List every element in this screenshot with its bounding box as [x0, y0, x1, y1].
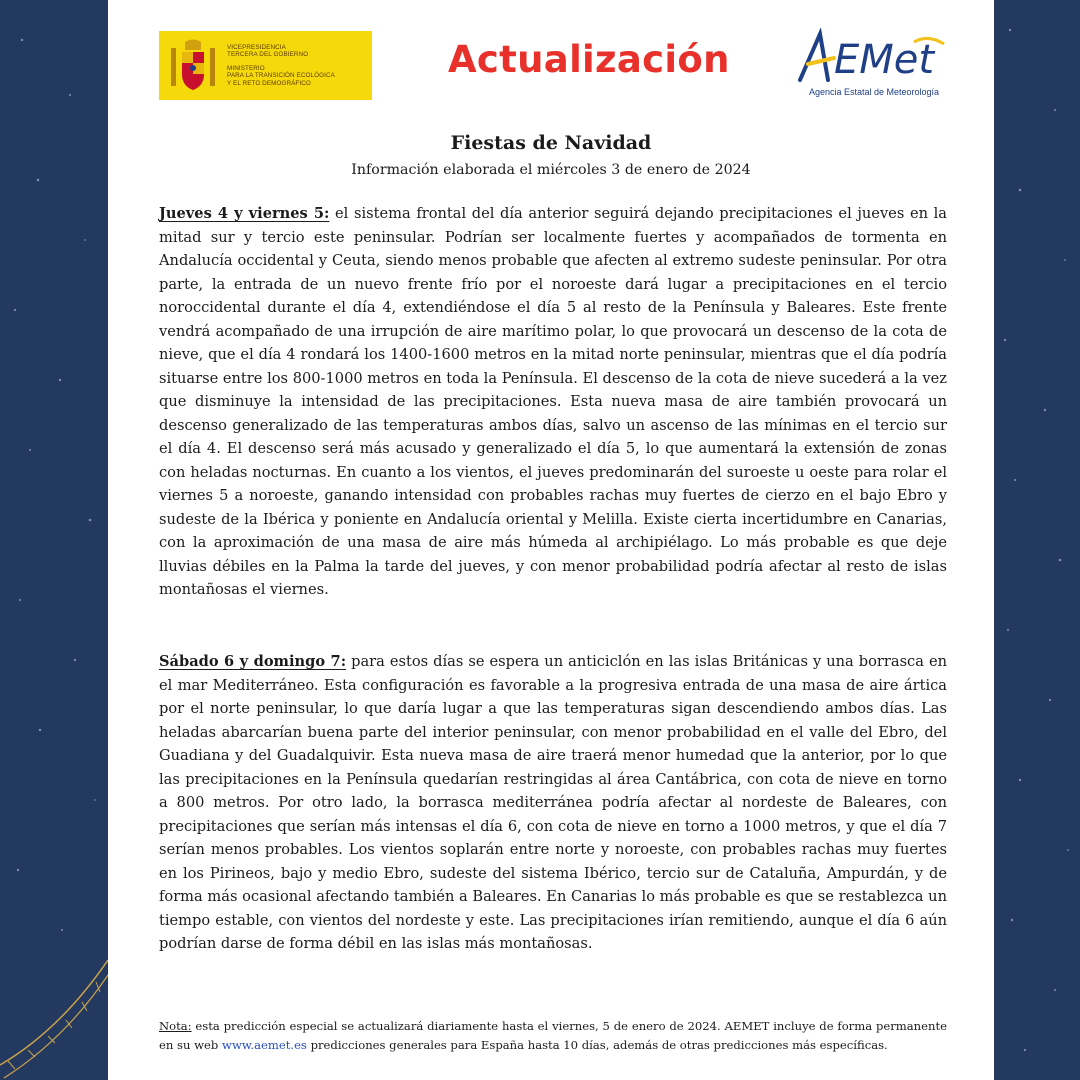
aemet-subtitle: Agencia Estatal de Meteorología: [808, 87, 940, 97]
document-subtitle: Información elaborada el miércoles 3 de enero de 2024: [351, 162, 751, 178]
section-paragraph: [159, 202, 947, 602]
gov-line: MINISTERIO: [227, 64, 265, 72]
section-text: para estos días se espera un anticiclón en las islas Británicas y una borrasca en el mar Mediterráneo. Esta configuración es favorable a la progresiva entrada de una masa de aire ártica por el norte peninsular, lo que daría lugar a que las temperaturas sigan descendiendo ambos días. Las heladas abarcarían buena parte del interior peninsular, con menor probabilidad en el valle del Ebro, del Guadiana y del Guadalquivir. Esta nueva masa de aire traerá menor humedad que la anterior, por lo que las precipitaciones en la Península quedarían restringidas al área Cantábrica, con cota de nieve en torno a 800 metros. Por otro lado, la borrasca mediterránea podría afectar al nordeste de Baleares, con precipitaciones que serían más intensas el día 6, con cota de nieve en torno a 1000 metros, y que el día 7 serían menos probables. Los vientos soplarán entre norte y noroeste, con probables rachas muy fuertes en los Pirineos, bajo y medio Ebro, sudeste del sistema Ibérico, tercio sur de Cataluña, Ampurdán, y de forma más ocasional afectando también a Baleares. En Canarias lo más probable es que se restablezca un tiempo estable, con vientos del nordeste y este. Las precipitaciones irían remitiendo, aunque el día 6 aún podrían darse de forma débil en las islas más montañosas.: [159, 653, 947, 952]
footnote: [159, 1017, 947, 1055]
gov-line: Y EL RETO DEMOGRÁFICO: [227, 79, 311, 87]
document-page: [108, 0, 994, 1080]
section-paragraph: [159, 650, 947, 956]
government-logo: [159, 31, 372, 100]
section-heading: Jueves 4 y viernes 5:: [159, 205, 330, 222]
aemet-website-link[interactable]: www.aemet.es: [222, 1038, 307, 1052]
update-label: Actualización: [448, 38, 730, 81]
section-text: el sistema frontal del día anterior seguirá dejando precipitaciones el jueves en la mitad sur y tercio este peninsular. Podrían ser localmente fuertes y acompañados de tormenta en Andalucía occidental y Ceuta, siendo menos probable que afecten al extremo sudeste peninsular. Por otra parte, la entrada de un nuevo frente frío por el noroeste dará lugar a precipitaciones en el tercio noroccidental durante el día 4, extendiéndose el día 5 al resto de la Península y Baleares. Este frente vendrá acompañado de una irrupción de aire marítimo polar, lo que provocará un descenso de la cota de nieve, que el día 4 rondará los 1400-1600 metros en la mitad norte peninsular, mientras que el día podría situarse entre los 800-1000 metros en toda la Península. El descenso de la cota de nieve sucederá a la vez que disminuye la intensidad de las precipitaciones. Esta nueva masa de aire también provocará un descenso generalizado de las temperaturas ambos días, salvo un ascenso de las mínimas en el tercio sur el día 4. El descenso será más acusado y generalizado el día 5, lo que aumentará la extensión de zonas con heladas nocturnas. En cuanto a los vientos, el jueves predominarán del suroeste u oeste para rolar el viernes 5 a noroeste, ganando intensidad con probables rachas muy fuertes de cierzo en el bajo Ebro y sudeste de la Ibérica y poniente en Andalucía oriental y Melilla. Existe cierta incertidumbre en Canarias, con la aproximación de una masa de aire más húmeda al archipiélago. Lo más probable es que deje lluvias débiles en la Palma la tarde del jueves, y con menor probabilidad podría afectar al resto de islas montañosas el viernes.: [159, 205, 947, 598]
note-text: esta predicción especial se actualizará diariamente hasta el viernes, 5 de enero de 2024. AEMET incluye de forma permanente en su web: [159, 1019, 947, 1052]
svg-text:EMet: EMet: [834, 37, 935, 83]
coat-of-arms-icon: [169, 38, 217, 94]
gov-line: PARA LA TRANSICIÓN ECOLÓGICA: [227, 72, 335, 80]
gold-arc-decoration: [0, 900, 108, 1080]
note-text: predicciones generales para España hasta 10 días, además de otras predicciones más específicas.: [306, 1038, 888, 1052]
section-heading: Sábado 6 y domingo 7:: [159, 653, 347, 670]
aemet-wordmark-icon: [794, 28, 954, 86]
aemet-logo: [794, 28, 954, 103]
document-title: Fiestas de Navidad: [450, 132, 652, 154]
note-label: Nota:: [159, 1019, 192, 1033]
gov-line: VICEPRESIDENCIA: [227, 43, 286, 51]
gov-line: TERCERA DEL GOBIERNO: [227, 51, 309, 59]
